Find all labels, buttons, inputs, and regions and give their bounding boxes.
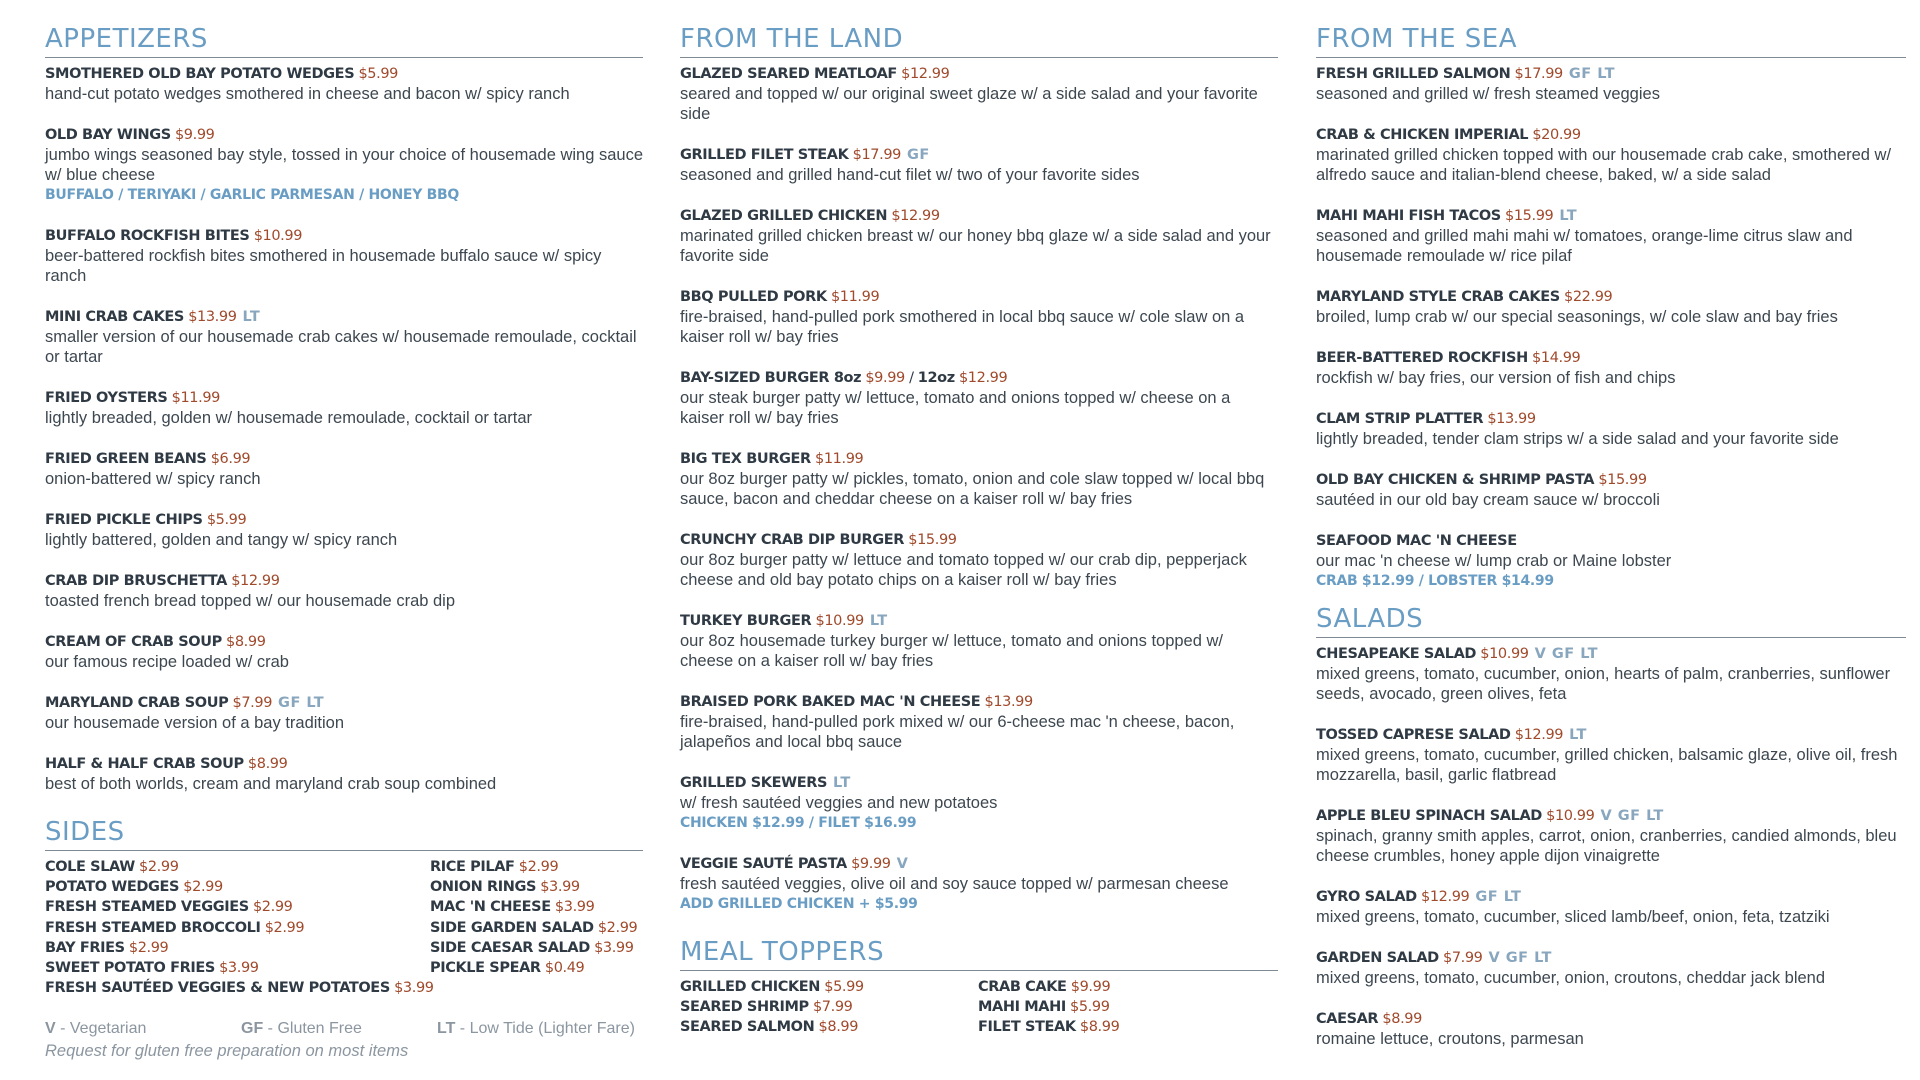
menu-item-tossed-caprese-salad	[1316, 725, 1906, 785]
menu-item-chesapeake-salad	[1316, 644, 1906, 704]
item-price: $3.99	[540, 879, 580, 896]
item-name: BAY FRIES	[45, 939, 125, 956]
item-name: GRILLED SKEWERS	[680, 775, 828, 791]
item-options: ADD GRILLED CHICKEN + $5.99	[680, 896, 918, 912]
toppers-column-right	[978, 977, 1119, 1038]
item-header	[1316, 948, 1906, 968]
legend-label: - Gluten Free	[263, 1020, 362, 1038]
item-header	[45, 510, 643, 530]
menu-item-clam-strip-platter	[1316, 409, 1906, 449]
menu-item-smothered-old-bay-potato-wedges	[45, 64, 643, 104]
item-price: $2.99	[128, 939, 169, 956]
item-price: $12.99	[1421, 889, 1470, 905]
item-header	[45, 226, 643, 246]
menu-item-garden-salad	[1316, 948, 1906, 988]
item-name: MAHI MAHI	[978, 999, 1066, 1016]
item-name: FRIED PICKLE CHIPS	[45, 512, 203, 528]
item-price: $8.99	[247, 756, 288, 772]
menu-item-cream-of-crab-soup	[45, 632, 643, 672]
menu-item-beer-battered-rockfish	[1316, 348, 1906, 388]
item-price: $12.99	[958, 370, 1008, 386]
item-price: $2.99	[183, 879, 223, 896]
list-item-sweet-potato-fries	[45, 958, 430, 978]
gluten-free-note: Request for gluten free preparation on most items	[45, 1042, 409, 1061]
menu-item-maryland-style-crab-cakes	[1316, 287, 1906, 327]
item-price: $3.99	[219, 960, 259, 977]
list-item-mac-n-cheese	[430, 897, 637, 917]
item-price: $12.99	[1514, 727, 1564, 743]
item-options: CHICKEN $12.99 / FILET $16.99	[680, 815, 917, 831]
item-description: mixed greens, tomato, cucumber, onion, croutons, cheddar jack blend	[1316, 969, 1826, 987]
menu-item-mahi-mahi-fish-tacos	[1316, 206, 1906, 266]
item-name: GRILLED CHICKEN	[680, 979, 821, 995]
item-price: $17.99	[852, 147, 901, 163]
menu-item-grilled-skewers	[680, 773, 1278, 833]
land-heading: FROM THE LAND	[680, 22, 1278, 58]
item-price: $8.99	[1382, 1011, 1422, 1027]
menu-item-crab-chicken-imperial	[1316, 125, 1906, 185]
dietary-tags: V GF LT	[1488, 950, 1552, 966]
menu-item-fried-oysters	[45, 388, 643, 428]
column-left	[45, 22, 643, 1061]
item-price: $13.99	[984, 694, 1033, 710]
sides-list	[45, 857, 643, 998]
item-name: GLAZED GRILLED CHICKEN	[680, 208, 888, 224]
item-name: CAESAR	[1316, 1011, 1379, 1027]
item-price: $5.99	[1070, 999, 1110, 1016]
item-name: MAC 'N CHEESE	[430, 899, 551, 916]
appetizers-list	[45, 64, 643, 794]
item-description: marinated grilled chicken breast w/ our honey bbq glaze w/ a side salad and your favorite side	[680, 227, 1271, 265]
item-header	[680, 287, 1278, 307]
item-price: $8.99	[226, 634, 266, 650]
item-description: sautéed in our old bay cream sauce w/ broccoli	[1316, 491, 1660, 509]
item-price: $15.99	[908, 532, 957, 548]
salads-list	[1316, 644, 1906, 1049]
item-header	[680, 692, 1278, 712]
item-description: spinach, granny smith apples, carrot, onion, cranberries, candied almonds, bleu cheese crumbles, honey apple dijon vinaigrette	[1316, 827, 1897, 865]
item-header	[680, 611, 1278, 631]
menu-item-veggie-saut-pasta	[680, 854, 1278, 914]
item-description: mixed greens, tomato, cucumber, grilled chicken, balsamic glaze, olive oil, fresh mozzarella, basil, garlic flatbread	[1316, 746, 1898, 784]
item-description: beer-battered rockfish bites smothered in housemade buffalo sauce w/ spicy ranch	[45, 247, 602, 285]
menu-item-glazed-seared-meatloaf	[680, 64, 1278, 124]
item-name: TURKEY BURGER	[680, 613, 812, 629]
item-name: BRAISED PORK BAKED MAC 'N CHEESE	[680, 694, 981, 710]
item-header	[1316, 887, 1906, 907]
item-description: jumbo wings seasoned bay style, tossed in your choice of housemade wing sauce w/ blue cheese	[45, 146, 644, 184]
item-name: BAY-SIZED BURGER 8oz	[680, 370, 862, 386]
sides-column-right	[430, 857, 637, 998]
item-description: mixed greens, tomato, cucumber, sliced lamb/beef, onion, feta, tzatziki	[1316, 908, 1830, 926]
menu-item-bay-sized-burger	[680, 368, 1278, 428]
item-name: COLE SLAW	[45, 859, 135, 875]
item-description: seasoned and grilled w/ fresh steamed veggies	[1316, 85, 1660, 103]
item-name: CHESAPEAKE SALAD	[1316, 646, 1477, 662]
list-item-grilled-chicken	[680, 977, 978, 997]
menu-item-seafood-mac-n-cheese	[1316, 531, 1906, 591]
item-name: FRIED OYSTERS	[45, 390, 168, 406]
item-header	[680, 64, 1278, 84]
item-description: seasoned and grilled mahi mahi w/ tomatoes, orange-lime citrus slaw and housemade remoulade w/ rice pilaf	[1316, 227, 1853, 265]
dietary-tags: V	[896, 856, 909, 872]
item-name: CRAB & CHICKEN IMPERIAL	[1316, 127, 1529, 143]
item-price: $14.99	[1532, 350, 1581, 366]
item-size: 12oz	[917, 370, 955, 386]
item-name: PICKLE SPEAR	[430, 960, 541, 977]
item-header	[45, 64, 643, 84]
item-description: our mac 'n cheese w/ lump crab or Maine lobster	[1316, 552, 1672, 570]
item-name: CRAB DIP BRUSCHETTA	[45, 573, 227, 589]
item-description: rockfish w/ bay fries, our version of fish and chips	[1316, 369, 1676, 387]
item-header	[1316, 206, 1906, 226]
item-description: hand-cut potato wedges smothered in cheese and bacon w/ spicy ranch	[45, 85, 570, 103]
dietary-tags: V GF LT	[1600, 808, 1664, 824]
dietary-tags: LT	[833, 775, 851, 791]
menu-item-maryland-crab-soup	[45, 693, 643, 733]
list-item-seared-shrimp	[680, 997, 978, 1017]
item-header	[1316, 644, 1906, 664]
item-name: FRESH STEAMED BROCCOLI	[45, 919, 261, 936]
toppers-heading: MEAL TOPPERS	[680, 935, 1278, 971]
item-price: $12.99	[231, 573, 280, 589]
item-price: $12.99	[901, 66, 950, 82]
appetizers-heading: APPETIZERS	[45, 22, 643, 58]
item-description: fire-braised, hand-pulled pork mixed w/ our 6-cheese mac 'n cheese, bacon, jalapeños and local bbq sauce	[680, 713, 1235, 751]
item-price: $20.99	[1532, 127, 1581, 143]
item-description: lightly breaded, golden w/ housemade remoulade, cocktail or tartar	[45, 409, 533, 427]
item-name: CREAM OF CRAB SOUP	[45, 634, 222, 650]
item-price: $7.99	[1443, 950, 1483, 966]
menu-item-crab-dip-bruschetta	[45, 571, 643, 611]
item-price: $9.99	[865, 370, 905, 386]
item-price: $11.99	[815, 451, 864, 467]
dietary-tags: LT	[1569, 727, 1587, 743]
dietary-tags: LT	[869, 613, 888, 629]
item-name: RICE PILAF	[430, 859, 515, 875]
list-item-bay-fries	[45, 938, 430, 958]
item-description: our 8oz burger patty w/ lettuce and tomato topped w/ our crab dip, pepperjack cheese and old bay potato chips on a kaiser roll w/ bay fries	[680, 551, 1247, 589]
menu-item-old-bay-chicken-shrimp-pasta	[1316, 470, 1906, 510]
item-price: $0.49	[544, 960, 585, 977]
item-price: $3.99	[394, 980, 434, 997]
dietary-tags: LT	[242, 309, 261, 325]
item-name: OLD BAY WINGS	[45, 127, 171, 143]
menu-item-fried-green-beans	[45, 449, 643, 489]
item-name: MINI CRAB CAKES	[45, 309, 184, 325]
item-price: $9.99	[851, 856, 891, 872]
item-description: seasoned and grilled hand-cut filet w/ two of your favorite sides	[680, 166, 1140, 184]
item-name: CRUNCHY CRAB DIP BURGER	[680, 532, 905, 548]
item-price: $3.99	[594, 939, 634, 956]
item-name: TOSSED CAPRESE SALAD	[1316, 727, 1511, 743]
list-item-rice-pilaf	[430, 857, 637, 877]
item-price: $15.99	[1505, 208, 1554, 224]
item-name: BEER-BATTERED ROCKFISH	[1316, 350, 1528, 366]
item-header	[1316, 348, 1906, 368]
item-name: SEARED SHRIMP	[680, 999, 809, 1016]
menu-item-buffalo-rockfish-bites	[45, 226, 643, 286]
list-item-mahi-mahi	[978, 997, 1119, 1017]
menu-item-fresh-grilled-salmon	[1316, 64, 1906, 104]
sea-heading: FROM THE SEA	[1316, 22, 1906, 58]
item-price: $2.99	[264, 919, 305, 936]
item-price: $8.99	[818, 1019, 859, 1036]
dietary-tags: GF LT	[278, 695, 325, 711]
list-item-filet-steak	[978, 1017, 1119, 1037]
legend-code: GF	[241, 1020, 264, 1038]
dietary-tags: GF	[906, 147, 930, 163]
dietary-legend	[45, 1020, 643, 1038]
sides-heading: SIDES	[45, 815, 643, 851]
item-price: $22.99	[1564, 289, 1613, 305]
item-name: HALF & HALF CRAB SOUP	[45, 756, 244, 772]
item-options: BUFFALO / TERIYAKI / GARLIC PARMESAN / HONEY BBQ	[45, 187, 459, 203]
menu-item-grilled-filet-steak	[680, 145, 1278, 185]
item-name: FRIED GREEN BEANS	[45, 451, 207, 467]
item-price: $13.99	[188, 309, 237, 325]
item-price: $3.99	[554, 899, 595, 916]
item-header	[680, 530, 1278, 550]
item-name: FRESH STEAMED VEGGIES	[45, 899, 249, 916]
item-header	[45, 388, 643, 408]
item-name: VEGGIE SAUTÉ PASTA	[680, 856, 847, 872]
list-item-fresh-saut-ed-veggies-new-potatoes	[45, 978, 434, 998]
item-price: $10.99	[815, 613, 864, 629]
legend-label: - Vegetarian	[55, 1020, 147, 1038]
item-header	[1316, 125, 1906, 145]
list-item-pickle-spear	[430, 958, 637, 978]
item-price: $10.99	[1480, 646, 1529, 662]
item-description: mixed greens, tomato, cucumber, onion, hearts of palm, cranberries, sunflower seeds, avocado, green olives, feta	[1316, 665, 1891, 703]
item-header	[45, 449, 643, 469]
item-name: CRAB CAKE	[978, 979, 1067, 995]
item-name: POTATO WEDGES	[45, 879, 180, 896]
legend-label: - Low Tide (Lighter Fare)	[455, 1020, 635, 1038]
item-price: $17.99	[1514, 66, 1563, 82]
item-header	[1316, 531, 1906, 551]
item-header	[680, 773, 1278, 793]
column-middle	[680, 22, 1278, 1038]
item-header	[1316, 287, 1906, 307]
item-name: OLD BAY CHICKEN & SHRIMP PASTA	[1316, 472, 1595, 488]
item-description: our housemade version of a bay tradition	[45, 714, 345, 732]
dietary-tags: GF LT	[1568, 66, 1615, 82]
item-description: w/ fresh sautéed veggies and new potatoes	[680, 794, 998, 812]
item-price: $5.99	[358, 66, 398, 82]
list-item-crab-cake	[978, 977, 1119, 997]
item-price: $8.99	[1079, 1019, 1120, 1036]
menu-item-turkey-burger	[680, 611, 1278, 671]
item-name: MARYLAND CRAB SOUP	[45, 695, 229, 711]
column-right	[1316, 22, 1906, 1070]
item-name: MAHI MAHI FISH TACOS	[1316, 208, 1501, 224]
item-description: onion-battered w/ spicy ranch	[45, 470, 261, 488]
item-description: toasted french bread topped w/ our housemade crab dip	[45, 592, 456, 610]
toppers-column-left	[680, 977, 978, 1038]
toppers-list	[680, 977, 1278, 1038]
item-header	[680, 449, 1278, 469]
item-price: $10.99	[1546, 808, 1595, 824]
salads-heading: SALADS	[1316, 602, 1906, 638]
item-price: $2.99	[252, 899, 293, 916]
item-header	[1316, 1009, 1906, 1029]
item-name: SMOTHERED OLD BAY POTATO WEDGES	[45, 66, 355, 82]
legend-code: V	[45, 1020, 56, 1038]
item-name: ONION RINGS	[430, 879, 537, 896]
menu-item-old-bay-wings	[45, 125, 643, 205]
item-description: smaller version of our housemade crab cakes w/ housemade remoulade, cocktail or tartar	[45, 328, 637, 366]
item-header	[45, 307, 643, 327]
item-name: BBQ PULLED PORK	[680, 289, 827, 305]
menu-item-fried-pickle-chips	[45, 510, 643, 550]
item-description: marinated grilled chicken topped with our housemade crab cake, smothered w/ alfredo sauce and italian-blend cheese, baked, w/ a side salad	[1316, 146, 1892, 184]
item-description: lightly breaded, tender clam strips w/ a side salad and your favorite side	[1316, 430, 1839, 448]
item-header	[1316, 470, 1906, 490]
item-price: $2.99	[597, 919, 638, 936]
item-name: GRILLED FILET STEAK	[680, 147, 849, 163]
legend-code: LT	[437, 1020, 456, 1038]
land-list-a	[680, 64, 1278, 347]
legend-gluten-free	[241, 1020, 437, 1038]
item-name: FRESH SAUTÉED VEGGIES & NEW POTATOES	[45, 980, 390, 997]
price-separator: /	[904, 370, 918, 386]
item-price: $9.99	[174, 127, 215, 143]
menu-item-braised-pork-baked-mac-n-cheese	[680, 692, 1278, 752]
dietary-tags: V GF LT	[1534, 646, 1598, 662]
item-name: FRESH GRILLED SALMON	[1316, 66, 1511, 82]
item-name: BIG TEX BURGER	[680, 451, 811, 467]
item-price: $13.99	[1487, 411, 1536, 427]
item-name: SIDE CAESAR SALAD	[430, 939, 590, 956]
item-name: SWEET POTATO FRIES	[45, 960, 215, 977]
item-name: FILET STEAK	[978, 1019, 1076, 1036]
item-description: fire-braised, hand-pulled pork smothered in local bbq sauce w/ cole slaw on a kaiser roll w/ bay fries	[680, 308, 1245, 346]
menu-item-bbq-pulled-pork	[680, 287, 1278, 347]
item-price: $7.99	[812, 999, 853, 1016]
item-name: BUFFALO ROCKFISH BITES	[45, 228, 250, 244]
item-description: broiled, lump crab w/ our special seasonings, w/ cole slaw and bay fries	[1316, 308, 1838, 326]
item-name: SIDE GARDEN SALAD	[430, 919, 594, 936]
item-header	[1316, 806, 1906, 826]
item-header	[1316, 725, 1906, 745]
item-price: $12.99	[891, 208, 940, 224]
sides-column-left	[45, 857, 434, 998]
item-price: $6.99	[210, 451, 251, 467]
item-price: $9.99	[1070, 979, 1111, 995]
menu-item-half-half-crab-soup	[45, 754, 643, 794]
item-header	[45, 693, 643, 713]
item-header	[1316, 64, 1906, 84]
item-price: $5.99	[824, 979, 864, 995]
item-header	[45, 125, 643, 145]
list-item-fresh-steamed-broccoli	[45, 918, 430, 938]
item-name: SEAFOOD MAC 'N CHEESE	[1316, 533, 1517, 549]
item-description: fresh sautéed veggies, olive oil and soy sauce topped w/ parmesan cheese	[680, 875, 1229, 893]
dietary-tags: LT	[1559, 208, 1578, 224]
item-header	[45, 571, 643, 591]
item-description: best of both worlds, cream and maryland crab soup combined	[45, 775, 497, 793]
item-price: $15.99	[1598, 472, 1647, 488]
menu-item-mini-crab-cakes	[45, 307, 643, 367]
item-header	[680, 206, 1278, 226]
menu-item-gyro-salad	[1316, 887, 1906, 927]
item-name: GARDEN SALAD	[1316, 950, 1439, 966]
item-options: CRAB $12.99 / LOBSTER $14.99	[1316, 573, 1554, 589]
land-list-b	[680, 449, 1278, 914]
item-description: lightly battered, golden and tangy w/ spicy ranch	[45, 531, 398, 549]
item-name: SEARED SALMON	[680, 1019, 815, 1036]
item-name: MARYLAND STYLE CRAB CAKES	[1316, 289, 1560, 305]
item-header	[1316, 409, 1906, 429]
list-item-fresh-steamed-veggies	[45, 897, 430, 917]
list-item-side-caesar-salad	[430, 938, 637, 958]
item-name: APPLE BLEU SPINACH SALAD	[1316, 808, 1542, 824]
item-description: our steak burger patty w/ lettuce, tomato and onions topped w/ cheese on a kaiser roll w/ bay fries	[680, 389, 1231, 427]
menu-item-big-tex-burger	[680, 449, 1278, 509]
item-name: GYRO SALAD	[1316, 889, 1417, 905]
item-description: our 8oz housemade turkey burger w/ lettuce, tomato and onions topped w/ cheese on a kaiser roll w/ bay fries	[680, 632, 1223, 670]
item-price: $5.99	[206, 512, 247, 528]
sea-list	[1316, 64, 1906, 591]
menu-item-caesar	[1316, 1009, 1906, 1049]
item-header	[45, 754, 643, 774]
item-price: $11.99	[830, 289, 880, 305]
item-description: seared and topped w/ our original sweet glaze w/ a side salad and your favorite side	[680, 85, 1258, 123]
item-header	[680, 368, 1278, 388]
item-price: $2.99	[518, 859, 559, 875]
item-price: $7.99	[232, 695, 273, 711]
list-item-side-garden-salad	[430, 918, 637, 938]
list-item-seared-salmon	[680, 1017, 978, 1037]
legend-low-tide	[437, 1020, 635, 1038]
list-item-cole-slaw	[45, 857, 430, 877]
item-description: our 8oz burger patty w/ pickles, tomato, onion and cole slaw topped w/ local bbq sauce, bacon and cheddar cheese on a kaiser roll w/ bay fries	[680, 470, 1265, 508]
item-price: $2.99	[139, 859, 179, 875]
item-price: $11.99	[171, 390, 220, 406]
menu-item-glazed-grilled-chicken	[680, 206, 1278, 266]
item-description: our famous recipe loaded w/ crab	[45, 653, 289, 671]
item-header	[680, 145, 1278, 165]
item-name: CLAM STRIP PLATTER	[1316, 411, 1484, 427]
dietary-tags: GF LT	[1475, 889, 1522, 905]
item-price: $10.99	[253, 228, 303, 244]
menu-item-apple-bleu-spinach-salad	[1316, 806, 1906, 866]
item-name: GLAZED SEARED MEATLOAF	[680, 66, 897, 82]
item-header	[680, 854, 1278, 874]
legend-vegetarian	[45, 1020, 241, 1038]
menu-item-crunchy-crab-dip-burger	[680, 530, 1278, 590]
list-item-potato-wedges	[45, 877, 430, 897]
item-description: romaine lettuce, croutons, parmesan	[1316, 1030, 1584, 1048]
list-item-onion-rings	[430, 877, 637, 897]
item-header	[45, 632, 643, 652]
